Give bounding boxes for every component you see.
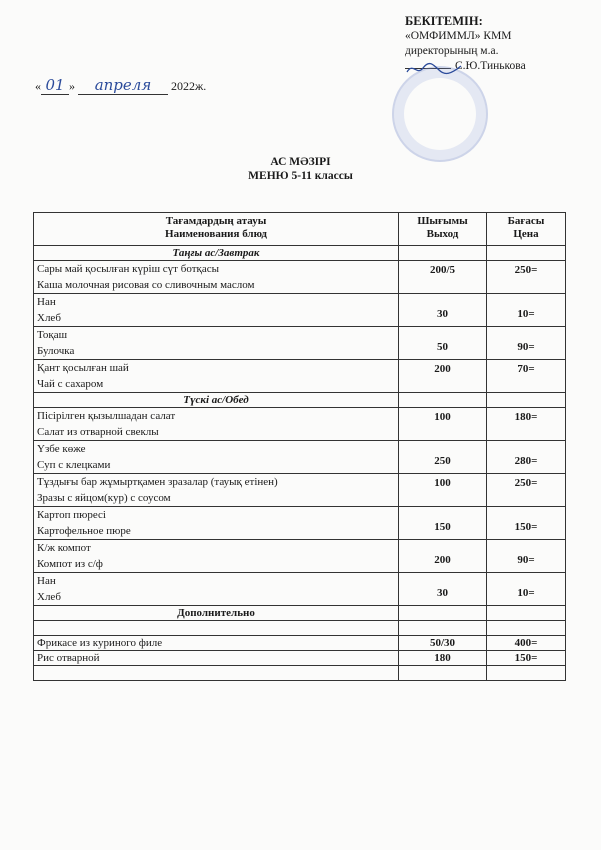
dish-name: Қант қосылған шай Чай с сахаром xyxy=(34,360,399,393)
table-row xyxy=(34,408,566,441)
table-row xyxy=(34,636,566,651)
dish-price: 10= xyxy=(487,294,566,327)
table-row xyxy=(34,573,566,606)
dish-name: К/ж компот Компот из с/ф xyxy=(34,540,399,573)
date-close-quote: » xyxy=(69,79,75,93)
dish-price: 250= xyxy=(487,474,566,507)
dish-name: Рис отварной xyxy=(34,651,399,666)
table-row xyxy=(34,507,566,540)
dish-yield: 50/30 xyxy=(399,636,487,651)
dish-name: Нан Хлеб xyxy=(34,294,399,327)
dish-price: 10= xyxy=(487,573,566,606)
dish-price: 90= xyxy=(487,327,566,360)
header-yield: Шығымы Выход xyxy=(399,213,487,246)
section-row-lunch xyxy=(34,393,566,408)
table-row xyxy=(34,474,566,507)
date-month: апреля xyxy=(94,76,152,94)
blank-row xyxy=(34,621,566,636)
dish-name: Сары май қосылған күріш сүт ботқасы Каша молочная рисовая со сливочным маслом xyxy=(34,261,399,294)
document-date xyxy=(35,76,206,95)
table-row xyxy=(34,360,566,393)
handwritten-signature xyxy=(405,60,465,78)
dish-yield: 200/5 xyxy=(399,261,487,294)
section-row-extra xyxy=(34,606,566,621)
dish-price: 70= xyxy=(487,360,566,393)
section-title: Таңғы ас/Завтрак xyxy=(34,246,399,261)
date-open-quote: « xyxy=(35,79,41,93)
approval-position: директорының м.а. xyxy=(405,45,499,57)
menu-title-kz: АС МӘЗІРІ xyxy=(270,156,331,168)
dish-price: 90= xyxy=(487,540,566,573)
dish-name: Тұздығы бар жұмыртқамен зразалар (тауық етінен) Зразы с яйцом(кур) с соусом xyxy=(34,474,399,507)
date-year: 2022ж. xyxy=(171,79,207,93)
table-row xyxy=(34,327,566,360)
approval-org: «ОМФИММЛ» КММ xyxy=(405,30,512,42)
dish-yield: 100 xyxy=(399,474,487,507)
header-name: Тағамдардың атауы Наименования блюд xyxy=(34,213,399,246)
dish-name: Үзбе көже Суп с клецками xyxy=(34,441,399,474)
dish-yield: 100 xyxy=(399,408,487,441)
dish-yield: 200 xyxy=(399,360,487,393)
table-row xyxy=(34,441,566,474)
approval-signer: С.Ю.Тинькова xyxy=(455,60,526,72)
section-title: Дополнительно xyxy=(34,606,399,621)
section-title: Түскі ас/Обед xyxy=(34,393,399,408)
section-row-breakfast xyxy=(34,246,566,261)
dish-name: Фрикасе из куриного филе xyxy=(34,636,399,651)
approval-title: БЕКІТЕМІН: xyxy=(405,14,483,28)
dish-price: 150= xyxy=(487,507,566,540)
dish-yield: 200 xyxy=(399,540,487,573)
table-row xyxy=(34,261,566,294)
dish-price: 180= xyxy=(487,408,566,441)
dish-name: Нан Хлеб xyxy=(34,573,399,606)
table-header-row xyxy=(34,213,566,246)
dish-name: Тоқаш Булочка xyxy=(34,327,399,360)
dish-yield: 150 xyxy=(399,507,487,540)
table-row xyxy=(34,294,566,327)
dish-yield: 30 xyxy=(399,573,487,606)
table-row xyxy=(34,651,566,666)
dish-name: Пісірілген қызылшадан салат Салат из отварной свеклы xyxy=(34,408,399,441)
official-stamp xyxy=(392,66,488,162)
dish-yield: 30 xyxy=(399,294,487,327)
dish-price: 150= xyxy=(487,651,566,666)
header-price: Бағасы Цена xyxy=(487,213,566,246)
dish-price: 400= xyxy=(487,636,566,651)
blank-row xyxy=(34,666,566,681)
date-day: 01 xyxy=(45,76,65,94)
dish-yield: 180 xyxy=(399,651,487,666)
menu-title-ru: МЕНЮ 5-11 классы xyxy=(248,170,353,182)
dish-price: 250= xyxy=(487,261,566,294)
dish-yield: 250 xyxy=(399,441,487,474)
dish-price: 280= xyxy=(487,441,566,474)
table-row xyxy=(34,540,566,573)
dish-name: Картоп пюресі Картофельное пюре xyxy=(34,507,399,540)
dish-yield: 50 xyxy=(399,327,487,360)
menu-table xyxy=(33,212,566,681)
